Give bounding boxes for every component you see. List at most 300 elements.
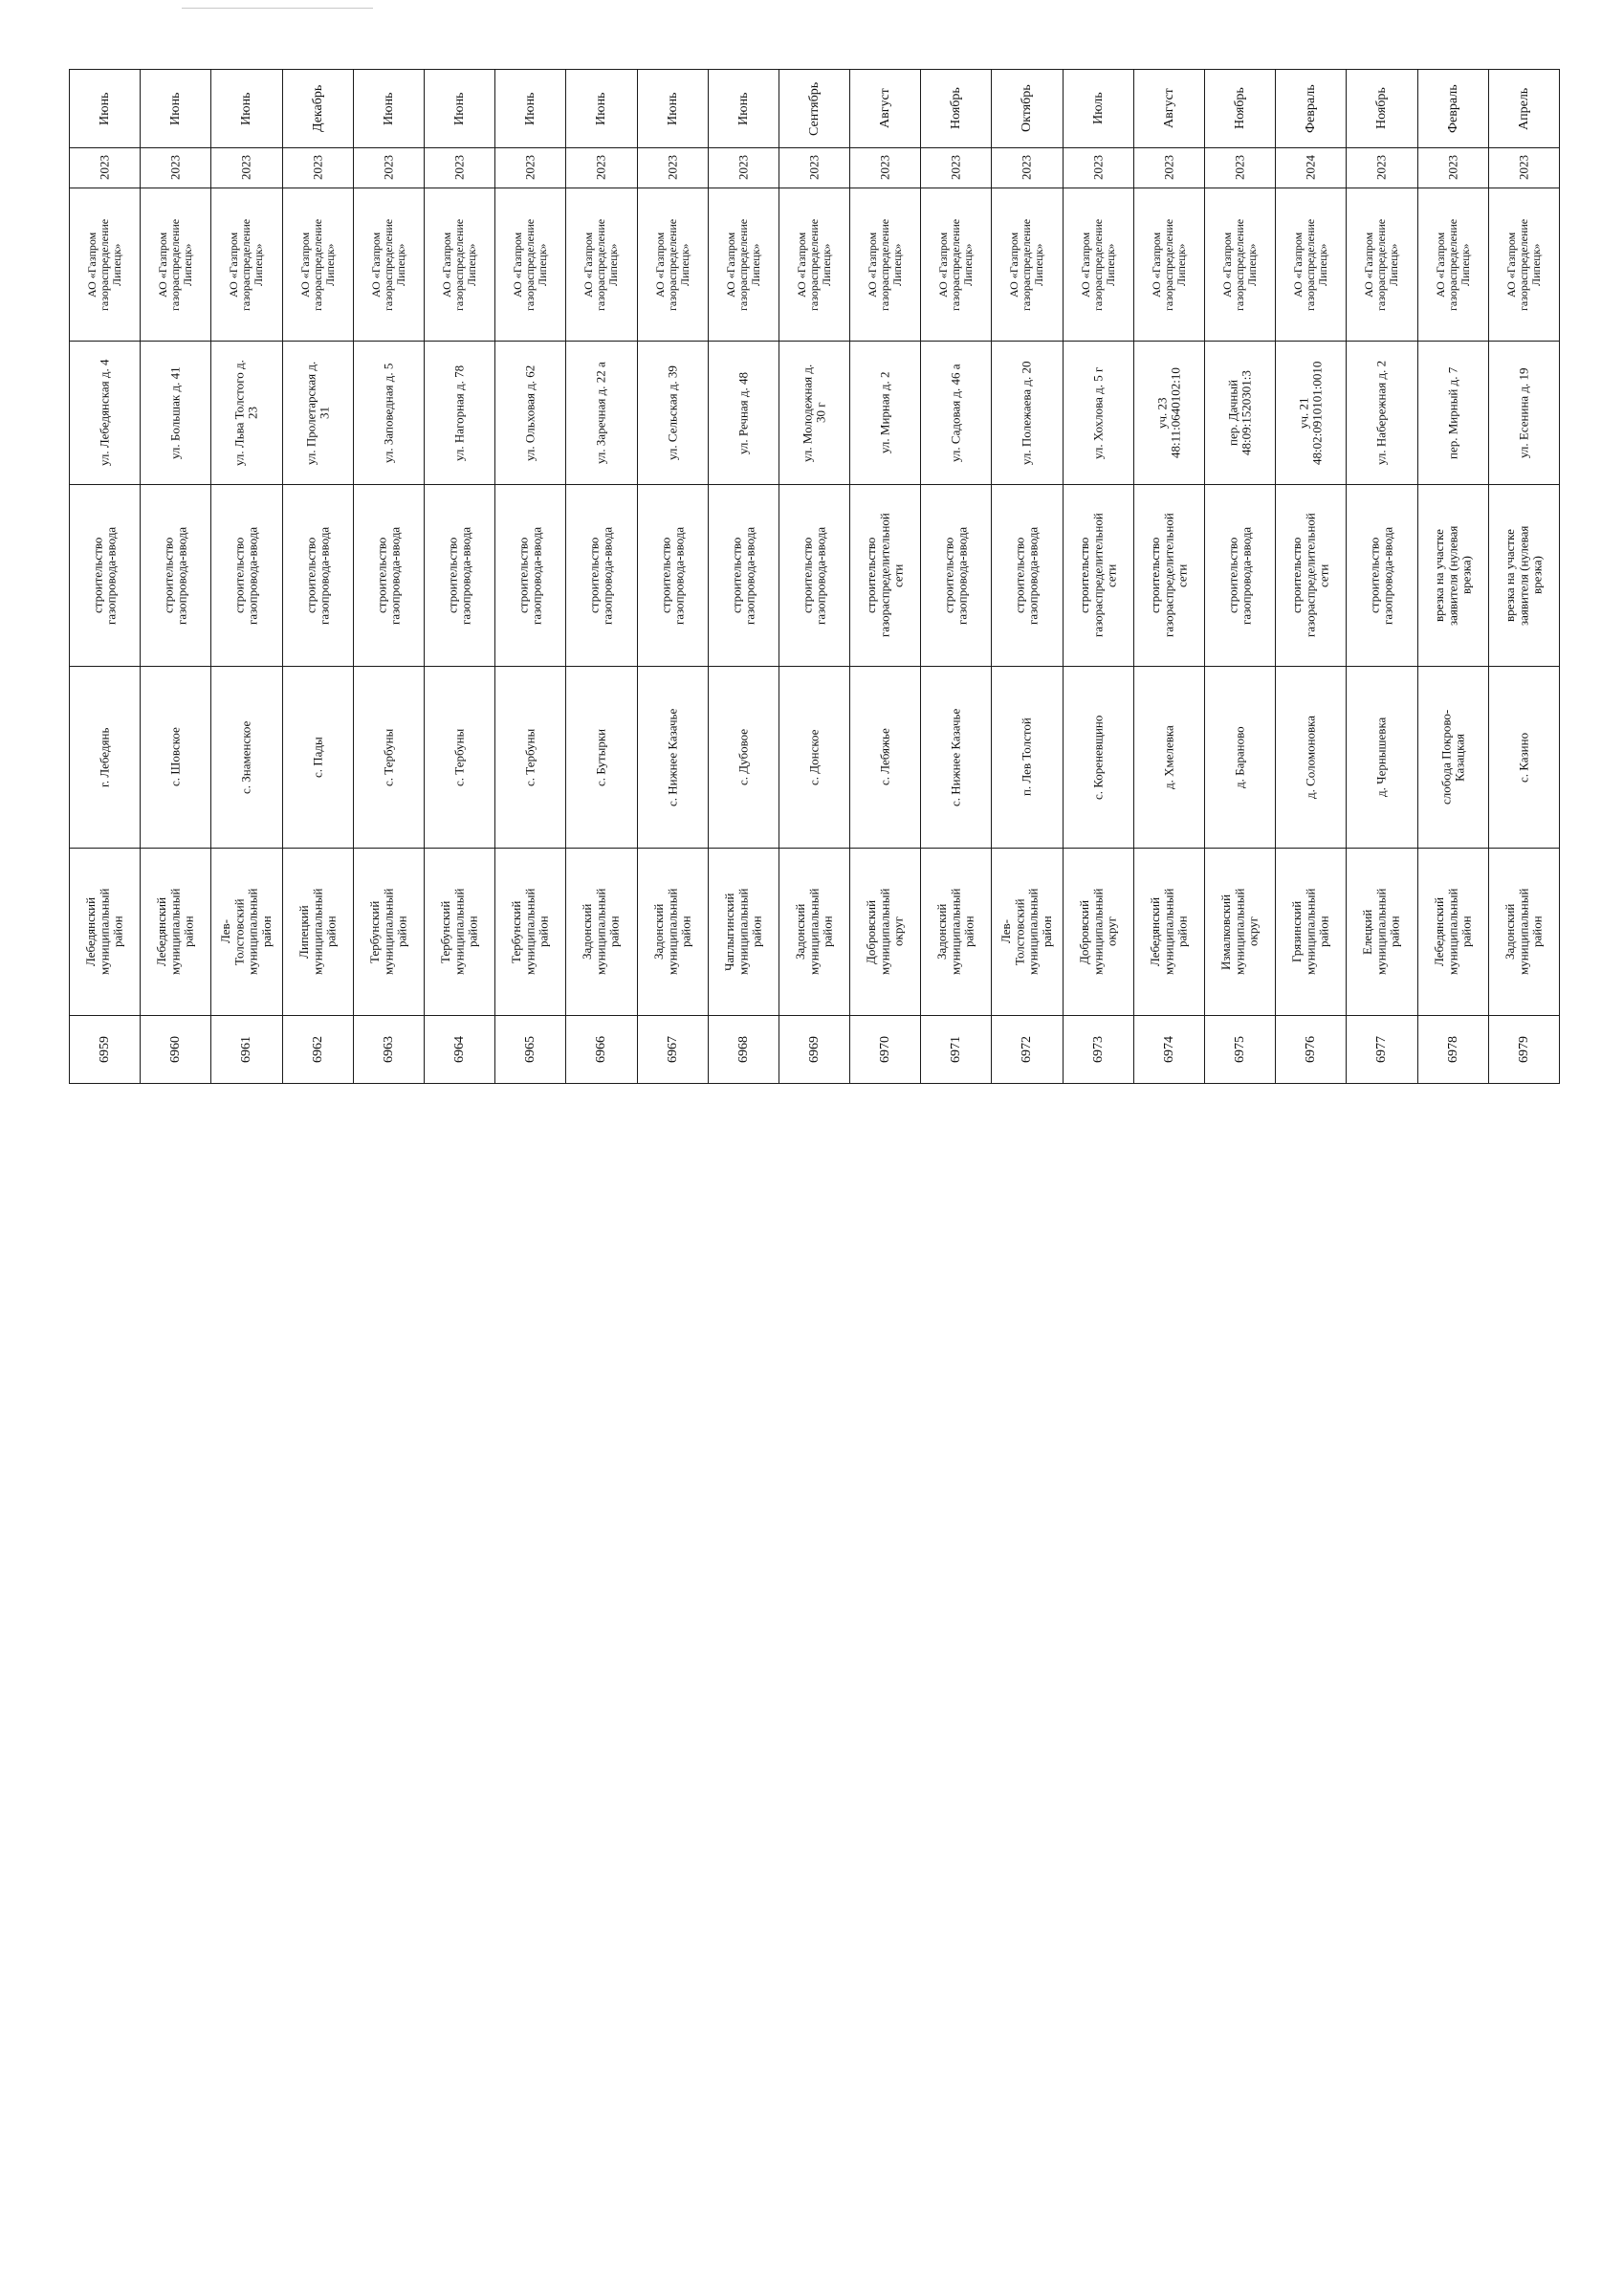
year-text: 2023	[735, 155, 751, 181]
month-text: Июнь	[735, 92, 751, 125]
district-text: Чаплыгинский муниципальный район	[721, 888, 764, 976]
district-text: Задонский муниципальный район	[793, 888, 835, 976]
cell-address	[211, 342, 282, 485]
cell-num	[1205, 1016, 1276, 1084]
cell-address	[1205, 342, 1276, 485]
cell-settlement	[1063, 667, 1133, 849]
settlement-text: с. Бутырки	[593, 728, 608, 786]
cell-address	[779, 342, 849, 485]
cell-work	[850, 485, 921, 667]
settlement-text: с. Дубовое	[735, 728, 751, 786]
address-text: уч. 23 48:11:0640102:10	[1154, 367, 1183, 458]
work-text: строительство газопровода-ввода	[445, 526, 473, 625]
month-text: Октябрь	[1020, 84, 1035, 133]
cell-address	[495, 342, 566, 485]
cell-district	[779, 849, 849, 1016]
settlement-text: с. Нижнее Казачье	[948, 708, 963, 806]
organization-text: АО «Газпром газораспределение Липецк»	[84, 218, 124, 311]
cell-organization	[779, 188, 849, 342]
cell-address	[424, 342, 494, 485]
cell-organization	[141, 188, 211, 342]
cell-organization	[637, 188, 708, 342]
year-text: 2023	[1161, 155, 1176, 181]
cell-work	[1488, 485, 1559, 667]
cell-settlement	[1488, 667, 1559, 849]
organization-text: АО «Газпром газораспределение Липецк»	[794, 218, 834, 311]
cell-address	[566, 342, 637, 485]
organization-text: АО «Газпром газораспределение Липецк»	[1433, 218, 1472, 311]
cell-address	[1063, 342, 1133, 485]
work-text: строительство газопровода-ввода	[657, 526, 687, 625]
cell-district	[1417, 849, 1488, 1016]
cell-year	[70, 148, 141, 188]
cell-organization	[566, 188, 637, 342]
cell-year	[637, 148, 708, 188]
cell-year	[850, 148, 921, 188]
cell-month	[353, 70, 424, 148]
address-text: ул. Набережная д. 2	[1373, 360, 1389, 466]
cell-address	[992, 342, 1063, 485]
cell-address	[1133, 342, 1204, 485]
cell-settlement	[850, 667, 921, 849]
cell-num	[211, 1016, 282, 1084]
organization-text: АО «Газпром газораспределение Липецк»	[1219, 218, 1260, 311]
num-text: 6961	[239, 1036, 254, 1063]
cell-settlement	[282, 667, 353, 849]
cell-num	[850, 1016, 921, 1084]
cell-settlement	[211, 667, 282, 849]
organization-text: АО «Газпром газораспределение Липецк»	[723, 218, 762, 311]
cell-num	[353, 1016, 424, 1084]
year-text: 2023	[1373, 155, 1389, 181]
year-text: 2023	[877, 155, 892, 181]
cell-organization	[1347, 188, 1417, 342]
cell-address	[353, 342, 424, 485]
cell-work	[1276, 485, 1347, 667]
cell-month	[921, 70, 992, 148]
cell-work	[708, 485, 779, 667]
cell-settlement	[708, 667, 779, 849]
settlement-text: п. Лев Толстой	[1019, 718, 1034, 797]
cell-work	[566, 485, 637, 667]
cell-month	[1276, 70, 1347, 148]
cell-address	[1276, 342, 1347, 485]
settlement-text: с. Лебяжье	[877, 728, 892, 786]
cell-work	[637, 485, 708, 667]
cell-year	[1276, 148, 1347, 188]
cell-district	[424, 849, 494, 1016]
cell-num	[1417, 1016, 1488, 1084]
district-text: Тербунский муниципальный район	[438, 888, 480, 976]
address-text: ул. Нагорная д. 78	[451, 364, 467, 461]
settlement-text: с. Знаменское	[238, 720, 253, 794]
num-text: 6960	[168, 1036, 184, 1063]
cell-month	[1063, 70, 1133, 148]
cell-month	[211, 70, 282, 148]
work-text: строительство газораспределительной сети	[864, 513, 906, 638]
settlement-text: д. Чернышевка	[1373, 717, 1389, 798]
cell-num	[1276, 1016, 1347, 1084]
cell-work	[921, 485, 992, 667]
cell-month	[424, 70, 494, 148]
cell-year	[1063, 148, 1133, 188]
cell-month	[70, 70, 141, 148]
address-text: ул. Пролетарская д. 31	[302, 361, 332, 465]
cell-organization	[424, 188, 494, 342]
year-text: 2023	[1019, 155, 1034, 181]
gasification-table	[69, 69, 1560, 1084]
month-text: Июнь	[381, 92, 396, 125]
district-text: Тербунский муниципальный район	[366, 888, 409, 976]
settlement-text: с. Казино	[1516, 732, 1531, 783]
cell-num	[1347, 1016, 1417, 1084]
cell-settlement	[1417, 667, 1488, 849]
cell-organization	[1488, 188, 1559, 342]
organization-text: АО «Газпром газораспределение Липецк»	[1007, 218, 1046, 311]
organization-text: АО «Газпром газораспределение Липецк»	[227, 218, 266, 311]
cell-organization	[282, 188, 353, 342]
cell-district	[353, 849, 424, 1016]
cell-year	[992, 148, 1063, 188]
year-text: 2023	[1090, 155, 1106, 181]
cell-address	[1488, 342, 1559, 485]
organization-text: АО «Газпром газораспределение Липецк»	[1503, 218, 1543, 311]
month-text: Июнь	[239, 92, 254, 125]
cell-district	[1276, 849, 1347, 1016]
cell-address	[637, 342, 708, 485]
work-text: строительство газопровода-ввода	[728, 526, 757, 625]
cell-organization	[1133, 188, 1204, 342]
cell-address	[921, 342, 992, 485]
address-text: ул. Заречная д. 22 а	[593, 362, 608, 464]
cell-year	[1347, 148, 1417, 188]
cell-month	[850, 70, 921, 148]
month-text: Июнь	[665, 92, 680, 125]
scan-artifact-line	[182, 8, 373, 9]
cell-work	[1417, 485, 1488, 667]
year-text: 2023	[381, 155, 396, 181]
cell-work	[1205, 485, 1276, 667]
settlement-text: г. Лебедянь	[97, 727, 112, 787]
work-text: врезка на участке заявителя (нулевая врезка)	[1502, 525, 1545, 626]
cell-work	[211, 485, 282, 667]
cell-year	[1417, 148, 1488, 188]
year-text: 2023	[1232, 155, 1247, 181]
cell-work	[1133, 485, 1204, 667]
work-text: строительство газопровода-ввода	[1367, 526, 1395, 625]
work-text: строительство газопровода-ввода	[374, 526, 403, 625]
band-address	[70, 342, 1560, 485]
cell-address	[1417, 342, 1488, 485]
year-text: 2023	[1445, 155, 1459, 181]
num-text: 6977	[1374, 1036, 1390, 1063]
cell-month	[637, 70, 708, 148]
cell-settlement	[1133, 667, 1204, 849]
address-text: ул. Заповедная д. 5	[381, 363, 396, 463]
cell-year	[708, 148, 779, 188]
organization-text: АО «Газпром газораспределение Липецк»	[297, 218, 337, 311]
district-text: Лебедянский муниципальный район	[83, 888, 125, 976]
district-text: Задонский муниципальный район	[650, 888, 693, 976]
cell-year	[1133, 148, 1204, 188]
num-text: 6965	[523, 1036, 538, 1063]
district-text: Лев- Толстовский муниципальный район	[998, 888, 1055, 976]
cell-month	[1417, 70, 1488, 148]
cell-district	[850, 849, 921, 1016]
work-text: строительство газораспределительной сети	[1147, 513, 1190, 638]
year-text: 2023	[664, 155, 679, 181]
address-text: пер. Мирный д. 7	[1445, 366, 1459, 459]
cell-year	[282, 148, 353, 188]
address-text: ул. Ольховая д. 62	[522, 364, 537, 461]
cell-work	[282, 485, 353, 667]
work-text: строительство газопровода-ввода	[90, 526, 119, 625]
month-text: Июнь	[97, 92, 112, 125]
settlement-text: с. Нижнее Казачье	[664, 708, 679, 806]
month-text: Июль	[1090, 92, 1106, 125]
settlement-text: д. Соломоновка	[1303, 715, 1318, 800]
cell-district	[1488, 849, 1559, 1016]
cell-work	[424, 485, 494, 667]
cell-work	[141, 485, 211, 667]
cell-district	[708, 849, 779, 1016]
district-text: Задонский муниципальный район	[934, 888, 976, 976]
organization-text: АО «Газпром газораспределение Липецк»	[156, 218, 195, 311]
band-year	[70, 148, 1560, 188]
num-text: 6970	[877, 1036, 892, 1063]
organization-text: АО «Газпром газораспределение Липецк»	[1291, 218, 1330, 311]
cell-month	[495, 70, 566, 148]
band-work	[70, 485, 1560, 667]
month-text: Апрель	[1516, 87, 1531, 130]
address-text: уч. 21 48:02:0910101:0010	[1296, 361, 1325, 465]
num-text: 6969	[806, 1036, 822, 1063]
month-text: Июнь	[451, 92, 467, 125]
cell-district	[495, 849, 566, 1016]
num-text: 6971	[949, 1036, 964, 1063]
num-text: 6979	[1516, 1036, 1531, 1063]
organization-text: АО «Газпром газораспределение Липецк»	[652, 218, 691, 311]
settlement-text: д. Хмелевка	[1161, 725, 1176, 789]
num-text: 6964	[451, 1036, 467, 1063]
organization-text: АО «Газпром газораспределение Липецк»	[1078, 218, 1117, 311]
num-text: 6968	[735, 1036, 751, 1063]
cell-num	[921, 1016, 992, 1084]
cell-num	[282, 1016, 353, 1084]
year-text: 2023	[593, 155, 608, 181]
cell-num	[992, 1016, 1063, 1084]
address-text: ул. Льва Толстого д. 23	[231, 360, 260, 466]
cell-settlement	[779, 667, 849, 849]
year-text: 2023	[1516, 155, 1531, 181]
cell-settlement	[566, 667, 637, 849]
cell-district	[70, 849, 141, 1016]
settlement-text: с. Донское	[806, 729, 822, 785]
settlement-text: с. Тербуны	[451, 728, 467, 786]
district-text: Лебедянский муниципальный район	[1431, 888, 1474, 976]
work-text: строительство газораспределительной сети	[1076, 513, 1119, 638]
cell-year	[1488, 148, 1559, 188]
cell-work	[1063, 485, 1133, 667]
address-text: ул. Речная д. 48	[735, 371, 751, 454]
cell-work	[992, 485, 1063, 667]
num-text: 6974	[1161, 1036, 1176, 1063]
cell-district	[141, 849, 211, 1016]
work-text: строительство газораспределительной сети	[1289, 513, 1331, 638]
cell-organization	[921, 188, 992, 342]
cell-address	[850, 342, 921, 485]
month-text: Сентябрь	[806, 81, 822, 136]
district-text: Лебедянский муниципальный район	[154, 888, 196, 976]
num-text: 6978	[1445, 1036, 1460, 1063]
work-text: строительство газопровода-ввода	[231, 526, 260, 625]
cell-settlement	[495, 667, 566, 849]
num-text: 6962	[310, 1036, 325, 1063]
organization-text: АО «Газпром газораспределение Липецк»	[1149, 218, 1188, 311]
month-text: Июнь	[594, 92, 609, 125]
address-text: ул. Сельская д. 39	[664, 365, 679, 460]
cell-organization	[992, 188, 1063, 342]
cell-month	[141, 70, 211, 148]
work-text: строительство газопровода-ввода	[1012, 526, 1042, 625]
cell-settlement	[424, 667, 494, 849]
band-month	[70, 70, 1560, 148]
cell-address	[1347, 342, 1417, 485]
cell-settlement	[353, 667, 424, 849]
cell-year	[921, 148, 992, 188]
month-text: Август	[1161, 88, 1176, 129]
cell-num	[424, 1016, 494, 1084]
num-text: 6975	[1232, 1036, 1247, 1063]
cell-organization	[211, 188, 282, 342]
cell-settlement	[637, 667, 708, 849]
district-text: Измалковский муниципальный округ	[1218, 888, 1261, 976]
cell-district	[282, 849, 353, 1016]
work-text: строительство газопровода-ввода	[515, 526, 544, 625]
cell-settlement	[1276, 667, 1347, 849]
cell-settlement	[992, 667, 1063, 849]
year-text: 2023	[948, 155, 963, 181]
num-text: 6963	[381, 1036, 396, 1063]
district-text: Лебедянский муниципальный район	[1147, 888, 1190, 976]
cell-month	[1133, 70, 1204, 148]
address-text: пер. Дачный 48:09:1520301:3	[1225, 370, 1254, 455]
organization-text: АО «Газпром газораспределение Липецк»	[865, 218, 905, 311]
address-text: ул. Есенина д. 19	[1516, 367, 1531, 458]
year-text: 2023	[522, 155, 537, 181]
cell-district	[637, 849, 708, 1016]
month-text: Июнь	[523, 92, 538, 125]
cell-organization	[708, 188, 779, 342]
cell-num	[495, 1016, 566, 1084]
cell-year	[141, 148, 211, 188]
band-num	[70, 1016, 1560, 1084]
year-text: 2023	[238, 155, 253, 181]
cell-district	[1133, 849, 1204, 1016]
num-text: 6959	[97, 1036, 112, 1063]
cell-district	[566, 849, 637, 1016]
work-text: строительство газопровода-ввода	[1225, 526, 1254, 625]
cell-settlement	[141, 667, 211, 849]
cell-work	[353, 485, 424, 667]
band-settlement	[70, 667, 1560, 849]
month-text: Ноябрь	[949, 87, 964, 130]
organization-text: АО «Газпром газораспределение Липецк»	[936, 218, 976, 311]
organization-text: АО «Газпром газораспределение Липецк»	[1362, 218, 1401, 311]
num-text: 6967	[665, 1036, 680, 1063]
settlement-text: с. Кореневщино	[1090, 715, 1106, 800]
cell-num	[141, 1016, 211, 1084]
cell-month	[1205, 70, 1276, 148]
cell-month	[1488, 70, 1559, 148]
organization-text: АО «Газпром газораспределение Липецк»	[581, 218, 621, 311]
settlement-text: с. Тербуны	[522, 728, 537, 786]
band-organization	[70, 188, 1560, 342]
work-text: строительство газопровода-ввода	[941, 526, 970, 625]
settlement-text: д. Бараново	[1232, 726, 1247, 788]
address-text: ул. Лебедянская д. 4	[97, 359, 112, 467]
cell-organization	[850, 188, 921, 342]
cell-num	[779, 1016, 849, 1084]
cell-num	[1063, 1016, 1133, 1084]
address-text: ул. Полежаева д. 20	[1019, 361, 1034, 465]
address-text: ул. Молодежная д. 30 г	[800, 364, 828, 462]
cell-district	[1063, 849, 1133, 1016]
cell-address	[708, 342, 779, 485]
year-text: 2024	[1303, 155, 1318, 181]
cell-district	[1347, 849, 1417, 1016]
cell-work	[495, 485, 566, 667]
cell-year	[424, 148, 494, 188]
cell-organization	[1417, 188, 1488, 342]
band-district	[70, 849, 1560, 1016]
num-text: 6973	[1090, 1036, 1106, 1063]
district-text: Тербунский муниципальный район	[509, 888, 551, 976]
work-text: строительство газопровода-ввода	[800, 526, 828, 625]
district-text: Елецкий муниципальный район	[1360, 888, 1403, 976]
cell-organization	[353, 188, 424, 342]
cell-organization	[1205, 188, 1276, 342]
cell-district	[211, 849, 282, 1016]
cell-month	[992, 70, 1063, 148]
cell-year	[779, 148, 849, 188]
cell-district	[992, 849, 1063, 1016]
cell-month	[566, 70, 637, 148]
organization-text: АО «Газпром газораспределение Липецк»	[510, 218, 550, 311]
cell-organization	[1063, 188, 1133, 342]
num-text: 6976	[1304, 1036, 1319, 1063]
cell-month	[779, 70, 849, 148]
district-text: Лев- Толстовский муниципальный район	[218, 888, 274, 976]
cell-year	[495, 148, 566, 188]
settlement-text: слобода Покрово- Казацкая	[1437, 709, 1467, 806]
cell-settlement	[921, 667, 992, 849]
cell-month	[1347, 70, 1417, 148]
cell-num	[1133, 1016, 1204, 1084]
organization-text: АО «Газпром газораспределение Липецк»	[439, 218, 479, 311]
settlement-text: с. Шовское	[167, 727, 183, 787]
district-text: Добровский муниципальный округ	[1076, 888, 1119, 976]
district-text: Липецкий муниципальный район	[296, 888, 339, 976]
cell-address	[70, 342, 141, 485]
district-text: Задонский муниципальный район	[1502, 888, 1545, 976]
month-text: Август	[877, 88, 892, 129]
cell-month	[708, 70, 779, 148]
cell-settlement	[1347, 667, 1417, 849]
cell-work	[1347, 485, 1417, 667]
cell-settlement	[70, 667, 141, 849]
month-text: Ноябрь	[1232, 87, 1247, 130]
